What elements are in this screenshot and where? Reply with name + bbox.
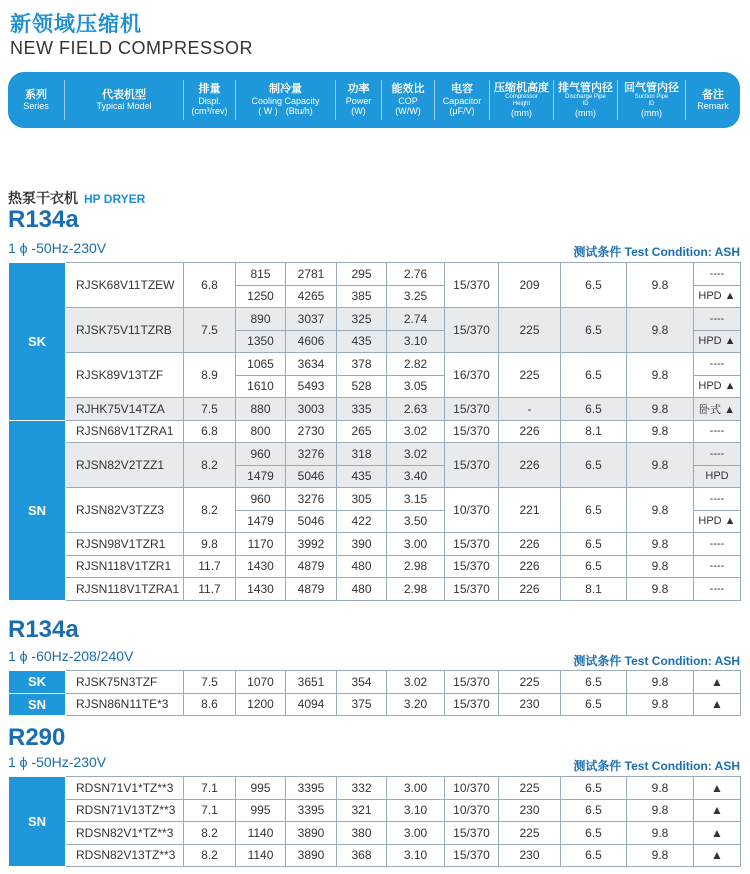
cop-cell: 3.10 [387,799,445,822]
table-row [9,844,741,867]
height-cell: 225 [499,822,561,845]
capacitor-cell: 15/370 [445,308,499,353]
height-cell: 226 [499,578,561,601]
suction-cell: 9.8 [627,420,694,443]
table-row [9,777,741,800]
capacitor-cell: 16/370 [445,353,499,398]
header-cooling-capacity: 制冷量 Cooling Capacity ( W ) (Btu/h) [236,80,336,120]
discharge-cell: 6.5 [561,533,627,556]
remark-cell: ---- [694,263,741,286]
series-label: SN [9,693,66,716]
suction-cell: 9.8 [627,578,694,601]
height-cell: 225 [499,671,561,694]
model-cell: RJSK75N3TZF [66,671,184,694]
cooling-btu-cell: 3037 [286,308,337,331]
power-cell: 375 [337,693,387,716]
cop-cell: 2.98 [387,578,445,601]
power-cell: 480 [337,555,387,578]
height-cell: 230 [499,693,561,716]
table-row [9,420,741,443]
section3-voltage: 1 ϕ -50Hz-230V [8,754,107,770]
power-cell: 380 [337,822,387,845]
cooling-btu-cell: 3395 [286,777,337,800]
suction-cell: 9.8 [627,671,694,694]
discharge-cell: 6.5 [561,777,627,800]
remark-cell: ▲ [694,671,741,694]
cooling-w-cell: 960 [236,488,286,511]
power-cell: 385 [337,285,387,308]
series-label: SK [9,263,66,421]
height-cell: 225 [499,353,561,398]
discharge-cell: 6.5 [561,263,627,308]
capacitor-cell: 15/370 [445,555,499,578]
section2-test-condition: 测试条件 Test Condition: ASH [573,654,740,668]
cop-cell: 3.20 [387,693,445,716]
cooling-btu-cell: 3276 [286,443,337,466]
section3-test-condition: 测试条件 Test Condition: ASH [573,759,740,773]
suction-cell: 9.8 [627,822,694,845]
cooling-w-cell: 1610 [236,375,286,398]
cooling-btu-cell: 3890 [286,822,337,845]
power-cell: 354 [337,671,387,694]
header-remark: 备注 Remark [697,88,729,112]
power-cell: 332 [337,777,387,800]
table-row [9,398,741,421]
discharge-cell: 6.5 [561,353,627,398]
header-height: 压缩机高度 Compressor Height (mm) [490,80,554,120]
suction-cell: 9.8 [627,443,694,488]
cop-cell: 3.15 [387,488,445,511]
remark-cell: HPD [694,465,741,488]
discharge-cell: 6.5 [561,443,627,488]
power-cell: 378 [337,353,387,376]
capacitor-cell: 15/370 [445,671,499,694]
discharge-cell: 6.5 [561,398,627,421]
header-displacement: 排量 Displ. (cm³/rev) [184,80,236,120]
cooling-btu-cell: 3634 [286,353,337,376]
capacitor-cell: 15/370 [445,533,499,556]
series-label: SK [9,671,66,694]
page-title-cn: 新领域压缩机 [10,13,142,36]
cop-cell: 3.00 [387,777,445,800]
capacitor-cell: 10/370 [445,777,499,800]
table-row [9,353,741,376]
power-cell: 335 [337,398,387,421]
remark-cell: ---- [694,533,741,556]
displacement-cell: 7.5 [184,671,236,694]
capacitor-cell: 15/370 [445,443,499,488]
table-row [9,578,741,601]
capacitor-cell: 15/370 [445,844,499,867]
section1-refrigerant: R134a [8,206,79,233]
cop-cell: 2.63 [387,398,445,421]
discharge-cell: 8.1 [561,578,627,601]
capacitor-cell: 15/370 [445,693,499,716]
power-cell: 528 [337,375,387,398]
cooling-btu-cell: 2781 [286,263,337,286]
header-capacitor: 电容 Capacitor (μF/V) [435,80,490,120]
column-header-bar [8,72,740,128]
power-cell: 321 [337,799,387,822]
section1-voltage: 1 ϕ -50Hz-230V [8,240,107,256]
cooling-w-cell: 1250 [236,285,286,308]
cooling-btu-cell: 5493 [286,375,337,398]
cooling-btu-cell: 3890 [286,844,337,867]
cop-cell: 3.40 [387,465,445,488]
cooling-btu-cell: 3651 [286,671,337,694]
suction-cell: 9.8 [627,777,694,800]
cop-cell: 3.02 [387,671,445,694]
cooling-w-cell: 815 [236,263,286,286]
power-cell: 435 [337,465,387,488]
table-row [9,671,741,694]
cooling-w-cell: 1140 [236,844,286,867]
suction-cell: 9.8 [627,555,694,578]
height-cell: 225 [499,777,561,800]
remark-cell: ---- [694,353,741,376]
model-cell: RDSN71V13TZ**3 [66,799,184,822]
discharge-cell: 6.5 [561,844,627,867]
header-model: 代表机型 Typical Model [65,80,184,120]
remark-cell: HPD ▲ [694,375,741,398]
cooling-w-cell: 995 [236,799,286,822]
height-cell: 209 [499,263,561,308]
power-cell: 295 [337,263,387,286]
power-cell: 422 [337,510,387,533]
cooling-btu-cell: 3003 [286,398,337,421]
model-cell: RJHK75V14TZA [66,398,184,421]
section3-refrigerant: R290 [8,724,66,751]
capacitor-cell: 15/370 [445,822,499,845]
height-cell: 226 [499,420,561,443]
cop-cell: 3.02 [387,443,445,466]
cop-cell: 3.00 [387,822,445,845]
remark-cell: ---- [694,443,741,466]
discharge-cell: 6.5 [561,488,627,533]
remark-cell: ---- [694,488,741,511]
model-cell: RJSK89V13TZF [66,353,184,398]
discharge-cell: 6.5 [561,308,627,353]
cooling-w-cell: 890 [236,308,286,331]
cop-cell: 3.00 [387,533,445,556]
model-cell: RJSN118V1TZRA1 [66,578,184,601]
section2-table [8,670,741,716]
cop-cell: 2.98 [387,555,445,578]
header-power: 功率 Power (W) [336,80,382,120]
remark-cell: ---- [694,420,741,443]
height-cell: 226 [499,533,561,556]
cop-cell: 3.05 [387,375,445,398]
displacement-cell: 9.8 [184,533,236,556]
cooling-w-cell: 995 [236,777,286,800]
cop-cell: 2.74 [387,308,445,331]
displacement-cell: 11.7 [184,578,236,601]
suction-cell: 9.8 [627,533,694,556]
displacement-cell: 11.7 [184,555,236,578]
displacement-cell: 8.2 [184,488,236,533]
cop-cell: 3.10 [387,330,445,353]
cooling-w-cell: 1140 [236,822,286,845]
remark-cell: ---- [694,578,741,601]
cooling-btu-cell: 3395 [286,799,337,822]
cop-cell: 2.76 [387,263,445,286]
suction-cell: 9.8 [627,693,694,716]
power-cell: 435 [337,330,387,353]
remark-cell: ▲ [694,693,741,716]
power-cell: 325 [337,308,387,331]
table-row [9,533,741,556]
power-cell: 265 [337,420,387,443]
suction-cell: 9.8 [627,398,694,421]
power-cell: 390 [337,533,387,556]
capacitor-cell: 15/370 [445,263,499,308]
section1-table [8,262,741,601]
cooling-w-cell: 1070 [236,671,286,694]
cooling-w-cell: 880 [236,398,286,421]
discharge-cell: 6.5 [561,822,627,845]
discharge-cell: 6.5 [561,671,627,694]
table-row [9,488,741,511]
header-suction-pipe: 回气管内径 Suction Pipe ID (mm) [618,80,686,120]
model-cell: RDSN82V13TZ**3 [66,844,184,867]
cooling-btu-cell: 3276 [286,488,337,511]
height-cell: 221 [499,488,561,533]
cooling-w-cell: 800 [236,420,286,443]
cooling-w-cell: 960 [236,443,286,466]
series-label: SN [9,777,66,867]
height-cell: 226 [499,555,561,578]
suction-cell: 9.8 [627,488,694,533]
displacement-cell: 6.8 [184,420,236,443]
section1-test-condition: 测试条件 Test Condition: ASH [573,245,740,259]
remark-cell: ---- [694,308,741,331]
cooling-btu-cell: 4606 [286,330,337,353]
model-cell: RJSN118V1TZR1 [66,555,184,578]
displacement-cell: 8.2 [184,844,236,867]
header-series: 系列 Series [8,80,65,120]
power-cell: 368 [337,844,387,867]
suction-cell: 9.8 [627,844,694,867]
capacitor-cell: 10/370 [445,799,499,822]
section-category: 热泵干衣机 HP DRYER [8,190,146,206]
suction-cell: 9.8 [627,263,694,308]
height-cell: 230 [499,844,561,867]
cooling-btu-cell: 4879 [286,578,337,601]
power-cell: 305 [337,488,387,511]
table-row [9,555,741,578]
height-cell: 230 [499,799,561,822]
model-cell: RJSN86N11TE*3 [66,693,184,716]
model-cell: RJSN98V1TZR1 [66,533,184,556]
cop-cell: 2.82 [387,353,445,376]
cooling-w-cell: 1430 [236,555,286,578]
cooling-w-cell: 1479 [236,465,286,488]
remark-cell: HPD ▲ [694,510,741,533]
header-cop: 能效比 COP (W/W) [382,80,435,120]
discharge-cell: 8.1 [561,420,627,443]
remark-cell: HPD ▲ [694,285,741,308]
displacement-cell: 8.2 [184,443,236,488]
displacement-cell: 6.8 [184,263,236,308]
discharge-cell: 6.5 [561,799,627,822]
cooling-w-cell: 1350 [236,330,286,353]
cooling-btu-cell: 2730 [286,420,337,443]
cooling-w-cell: 1170 [236,533,286,556]
cooling-w-cell: 1065 [236,353,286,376]
remark-cell: ▲ [694,777,741,800]
series-label: SN [9,420,66,600]
model-cell: RJSN82V3TZZ3 [66,488,184,533]
capacitor-cell: 15/370 [445,420,499,443]
cooling-w-cell: 1430 [236,578,286,601]
capacitor-cell: 15/370 [445,398,499,421]
capacitor-cell: 10/370 [445,488,499,533]
model-cell: RJSN82V2TZZ1 [66,443,184,488]
suction-cell: 9.8 [627,799,694,822]
cooling-btu-cell: 4879 [286,555,337,578]
displacement-cell: 8.9 [184,353,236,398]
suction-cell: 9.8 [627,308,694,353]
table-row [9,693,741,716]
cooling-btu-cell: 4094 [286,693,337,716]
section2-voltage: 1 ϕ -60Hz-208/240V [8,648,134,664]
remark-cell: ---- [694,555,741,578]
height-cell: - [499,398,561,421]
cop-cell: 3.10 [387,844,445,867]
remark-cell: ▲ [694,799,741,822]
discharge-cell: 6.5 [561,555,627,578]
model-cell: RJSK75V11TZRB [66,308,184,353]
remark-cell: 卧式 ▲ [694,398,741,421]
page-title-en: NEW FIELD COMPRESSOR [10,38,254,58]
displacement-cell: 7.5 [184,308,236,353]
displacement-cell: 8.2 [184,822,236,845]
model-cell: RDSN71V1*TZ**3 [66,777,184,800]
model-cell: RDSN82V1*TZ**3 [66,822,184,845]
cooling-btu-cell: 5046 [286,465,337,488]
displacement-cell: 7.1 [184,799,236,822]
table-row [9,799,741,822]
cop-cell: 3.25 [387,285,445,308]
cooling-btu-cell: 3992 [286,533,337,556]
power-cell: 318 [337,443,387,466]
cooling-btu-cell: 5046 [286,510,337,533]
table-row [9,443,741,466]
model-cell: RJSK68V11TZEW [66,263,184,308]
discharge-cell: 6.5 [561,693,627,716]
displacement-cell: 8.6 [184,693,236,716]
remark-cell: ▲ [694,822,741,845]
model-cell: RJSN68V1TZRA1 [66,420,184,443]
cooling-btu-cell: 4265 [286,285,337,308]
power-cell: 480 [337,578,387,601]
cop-cell: 3.02 [387,420,445,443]
section3-table [8,776,741,867]
height-cell: 226 [499,443,561,488]
remark-cell: HPD ▲ [694,330,741,353]
table-row [9,263,741,286]
section2-refrigerant: R134a [8,616,79,643]
suction-cell: 9.8 [627,353,694,398]
remark-cell: ▲ [694,844,741,867]
cop-cell: 3.50 [387,510,445,533]
displacement-cell: 7.5 [184,398,236,421]
cooling-w-cell: 1200 [236,693,286,716]
capacitor-cell: 15/370 [445,578,499,601]
table-row [9,822,741,845]
table-row [9,308,741,331]
displacement-cell: 7.1 [184,777,236,800]
cooling-w-cell: 1479 [236,510,286,533]
header-discharge-pipe: 排气管内径 Discharge Pipe ID (mm) [554,80,618,120]
height-cell: 225 [499,308,561,353]
